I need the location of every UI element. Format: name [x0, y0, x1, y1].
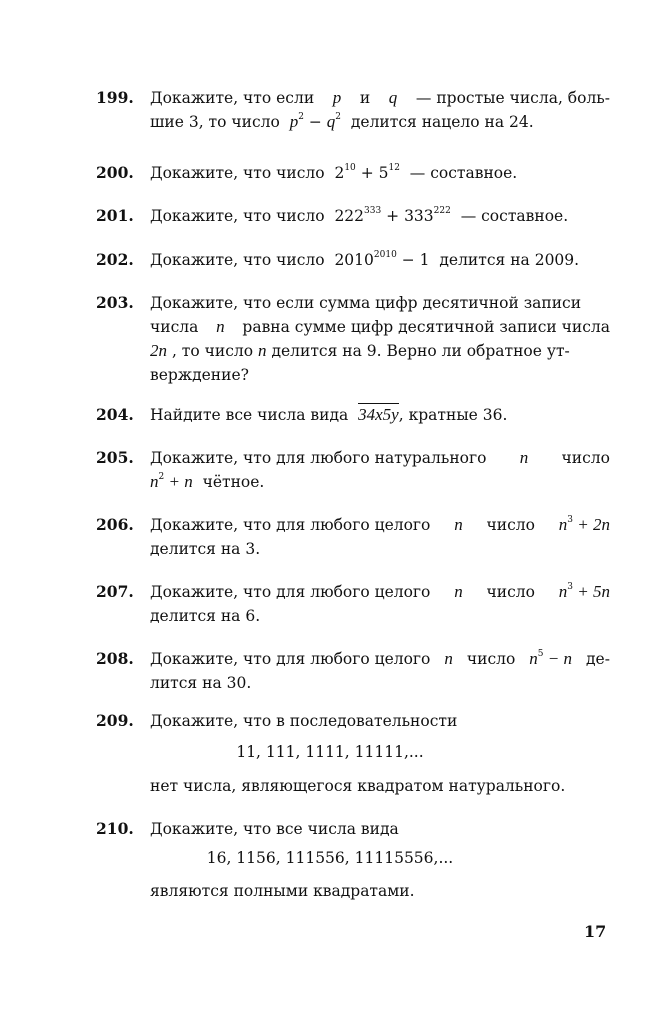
- problem-number: 200.: [96, 163, 134, 182]
- problem-text: Докажите, что число $2010^{2010} - 1$ делится на 2009.: [150, 250, 580, 269]
- problem-text: Найдите все числа вида 34x5y, кратные 36.: [150, 405, 508, 424]
- sequence-209: 11, 111, 1111, 11111,...: [236, 743, 424, 761]
- problem-text: Докажите, что для любого натурального n число $n^2 + n$ чётное.: [150, 448, 610, 491]
- problem-number: 203.: [96, 293, 134, 312]
- sequence-210: 16, 1156, 111556, 11115556,...: [206, 849, 454, 867]
- problem-number: 208.: [96, 649, 134, 668]
- problem-text: Докажите, что число $222^{333} + 333^{222}$ — составное.: [150, 206, 569, 225]
- problem-number: 204.: [96, 405, 134, 424]
- problem-text: Докажите, что для любого целого n число $n^3 + 2n$ делится на 3.: [150, 515, 610, 558]
- problem-text: Докажите, что если сумма цифр десятичной записи числа n равна сумме цифр десятичной записи числа 2n , то число n делится на 9. Верно ли обратное ут- верждение?: [150, 294, 610, 384]
- problem-text: Докажите, что число $2^{10} + 5^{12}$ — составное.: [150, 163, 518, 182]
- problem-text: Докажите, что для любого целого n число $n^5 - n$ де- лится на 30.: [150, 649, 610, 692]
- overlined-number: 34x5y: [358, 405, 399, 424]
- problem-text: Докажите, что для любого целого n число $n^3 + 5n$ делится на 6.: [150, 582, 610, 625]
- page-number: 17: [584, 922, 607, 941]
- problem-text: Докажите, что в последовательности: [150, 712, 458, 730]
- problem-number: 205.: [96, 448, 134, 467]
- book-page: 199. Докажите, что если p и q — простые числа, боль- шие 3, то число $p^2 - q^2$ делится нацело на 24. 200. Докажите, что число $2^{10} + 5^{12}$ — составное. 201. Докажите, что число $222^{333} + 333^{222}$ — составное. 202. Докажите, что число $2010^{2010} - 1$ делится на 2009. 203. Докажите, что если сумма цифр десятичной записи числа n равна сумме цифр десятичной записи числа 2n , то число n делится на 9. Верно ли обратное ут- верждение? 204. Найдите все числа вида 34x5y, кратные 36. 205. Докажите, что для любого натурального n число $n^2 + n$ чётное. 206. Докажите, что для любого целого n число $n^3 + 2n$ делится на 3. 207. Докажите, что для любого целого n число $n^3 + 5n$ делится на 6. 208. Докажите, что для любого целого n число $n^5 - n$ де- лится на 30. 209. Докажите, что в последовательности 11, 111, 1111, 11111,... нет числа, являющегося квадратом натурального. 210. Докажите, что все числа вида 16, 1156, 111556, 11115556,... являются полными квадратами. 17: [0, 0, 660, 1024]
- problem-number: 207.: [96, 582, 134, 601]
- problem-text: Докажите, что все числа вида: [150, 820, 399, 838]
- problem-number: 202.: [96, 250, 134, 269]
- problem-number: 199.: [96, 88, 134, 107]
- problem-number: 206.: [96, 515, 134, 534]
- problem-text: Докажите, что если p и q — простые числа, боль- шие 3, то число $p^2 - q^2$ делится нацело на 24.: [150, 88, 610, 131]
- problem-number: 209.: [96, 711, 134, 730]
- problem-number: 201.: [96, 206, 134, 225]
- problem-number: 210.: [96, 819, 134, 838]
